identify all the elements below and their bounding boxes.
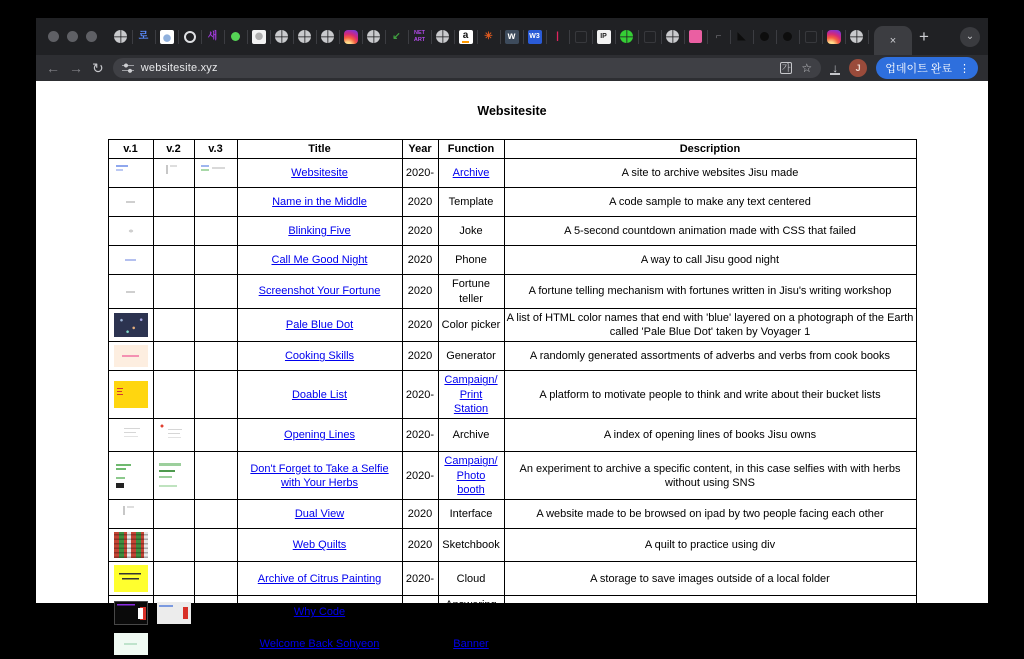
korean-purple-site-icon: 새 bbox=[207, 30, 218, 42]
dim-site-icon bbox=[644, 31, 656, 43]
cloud-doc-icon[interactable] bbox=[247, 25, 270, 49]
ring-icon[interactable] bbox=[178, 25, 201, 49]
table-body bbox=[108, 159, 916, 659]
black-dot-icon[interactable] bbox=[753, 25, 776, 49]
function-text: Fortune teller bbox=[452, 278, 490, 305]
description-cell: A site to archive websites Jisu made bbox=[504, 159, 916, 188]
web-page bbox=[36, 81, 988, 650]
w3c-icon[interactable] bbox=[523, 25, 546, 49]
function-text: Answering machine bbox=[445, 599, 497, 626]
year-cell: 2020- bbox=[402, 562, 438, 596]
thumb-cell-v1 bbox=[108, 529, 153, 562]
instagram-icon[interactable] bbox=[822, 25, 845, 49]
function-cell bbox=[438, 188, 504, 217]
menu-kebab-icon[interactable]: ⋮ bbox=[959, 62, 969, 75]
title-cell bbox=[237, 500, 402, 529]
traffic-lights bbox=[48, 31, 97, 42]
thumbnail-gray-doc[interactable] bbox=[157, 602, 191, 624]
thumb-cell-v2 bbox=[153, 188, 194, 217]
description-cell: A platform to motivate people to think and write about their bucket lists bbox=[504, 371, 916, 419]
year-cell: 2020 bbox=[402, 500, 438, 529]
description-cell: A code sample to make any text centered bbox=[504, 188, 916, 217]
title-cell bbox=[237, 452, 402, 500]
title-link[interactable]: Don't Forget to Take a Selfie with Your Herbs bbox=[250, 462, 389, 489]
site-settings-icon[interactable] bbox=[122, 62, 134, 74]
title-cell bbox=[237, 629, 402, 658]
thumb-cell-v2 bbox=[153, 500, 194, 529]
tab-search-button[interactable] bbox=[960, 27, 980, 47]
profile-avatar[interactable]: J bbox=[849, 59, 867, 77]
thumb-cell-v3 bbox=[194, 371, 237, 419]
translate-icon[interactable]: 가 bbox=[781, 63, 791, 73]
function-cell bbox=[438, 342, 504, 371]
table-row bbox=[108, 308, 916, 342]
table-row bbox=[108, 188, 916, 217]
title-link[interactable]: Name in the Middle bbox=[272, 196, 367, 209]
table-row bbox=[108, 629, 916, 658]
thumbnail-navy-space[interactable] bbox=[114, 313, 148, 337]
green-arrow-icon: ↙ bbox=[392, 30, 401, 42]
globe-icon[interactable] bbox=[293, 25, 316, 49]
title-link[interactable]: Pale Blue Dot bbox=[285, 319, 354, 332]
description-cell: A way to call Jisu good night bbox=[504, 246, 916, 275]
zoom-window-button[interactable] bbox=[86, 31, 97, 42]
table-row bbox=[108, 500, 916, 529]
browser-window bbox=[36, 18, 988, 650]
bookmark-star-icon[interactable]: ☆ bbox=[801, 61, 813, 75]
title-cell bbox=[237, 371, 402, 419]
function-link[interactable]: Archive bbox=[452, 167, 490, 180]
thumb-cell-v1 bbox=[108, 596, 153, 630]
url-text[interactable]: websitesite.xyz bbox=[140, 62, 218, 74]
address-bar[interactable] bbox=[113, 58, 821, 78]
function-text: Template bbox=[448, 196, 494, 209]
close-tab-icon[interactable]: × bbox=[889, 34, 897, 47]
thumb-cell-v2 bbox=[153, 371, 194, 419]
thumb-cell-v2 bbox=[153, 529, 194, 562]
thumb-cell-v3 bbox=[194, 419, 237, 452]
year-cell: 2020 bbox=[402, 246, 438, 275]
thumbnail-sketch-gray[interactable] bbox=[114, 503, 148, 525]
ip-site-icon[interactable] bbox=[592, 25, 615, 49]
thumbnail-yellow-note[interactable] bbox=[114, 565, 148, 592]
instagram-icon bbox=[344, 30, 358, 44]
dim-site-icon bbox=[575, 31, 587, 43]
globe-icon bbox=[367, 30, 380, 43]
green-dot-icon bbox=[231, 32, 240, 41]
year-cell: 2020- bbox=[402, 452, 438, 500]
globe-icon[interactable] bbox=[270, 25, 293, 49]
black-shape-icon[interactable] bbox=[730, 25, 753, 49]
year-cell: 2020 bbox=[402, 188, 438, 217]
image-site-icon[interactable] bbox=[155, 25, 178, 49]
minimize-window-button[interactable] bbox=[67, 31, 78, 42]
table-row bbox=[108, 452, 916, 500]
globe-icon[interactable] bbox=[362, 25, 385, 49]
globe-icon bbox=[298, 30, 311, 43]
function-cell bbox=[438, 371, 504, 419]
thumb-cell-v1 bbox=[108, 246, 153, 275]
thumbnail-mint-banner[interactable] bbox=[114, 633, 148, 655]
function-text: Color picker bbox=[441, 319, 501, 332]
description-cell: An experiment to archive a specific content, in this case selfies with with herbs without using SNS bbox=[504, 452, 916, 500]
thumb-cell-v3 bbox=[194, 308, 237, 342]
thumb-cell-v2 bbox=[153, 562, 194, 596]
function-text: Phone bbox=[455, 254, 487, 267]
table-row bbox=[108, 419, 916, 452]
new-tab-button[interactable]: + bbox=[919, 26, 929, 46]
update-label: 업데이트 완료 bbox=[885, 63, 952, 75]
title-cell bbox=[237, 342, 402, 371]
globe-icon bbox=[436, 30, 449, 43]
year-cell: 2021 bbox=[402, 629, 438, 658]
thumbnail-gold-notes[interactable] bbox=[114, 381, 148, 408]
projects-table bbox=[108, 139, 917, 659]
thumbnail-paper-lines[interactable] bbox=[114, 422, 148, 448]
globe-icon bbox=[114, 30, 127, 43]
function-cell bbox=[438, 529, 504, 562]
year-cell: 2020- bbox=[402, 371, 438, 419]
title-cell bbox=[237, 188, 402, 217]
back-button[interactable]: ← bbox=[46, 60, 60, 76]
table-row bbox=[108, 371, 916, 419]
green-dot-icon[interactable] bbox=[224, 25, 247, 49]
title-cell bbox=[237, 159, 402, 188]
table-row bbox=[108, 562, 916, 596]
thumbnail-black-terminal[interactable] bbox=[114, 601, 148, 625]
description-cell: A website made to be browsed on ipad by two people facing each other bbox=[504, 500, 916, 529]
thumbnail-tiny-dash[interactable] bbox=[114, 191, 148, 213]
thumbnail-herbs-card[interactable] bbox=[114, 461, 148, 491]
year-cell: 2020 bbox=[402, 342, 438, 371]
function-cell bbox=[438, 562, 504, 596]
thumb-cell-v3 bbox=[194, 629, 237, 658]
year-cell: 2020 bbox=[402, 217, 438, 246]
orange-mark-icon[interactable] bbox=[477, 25, 500, 49]
orange-mark-icon: ✳ bbox=[484, 30, 493, 42]
description-cell: A randomly generated assortments of adverbs and verbs from cook books bbox=[504, 342, 916, 371]
header-year: Year bbox=[402, 140, 438, 159]
gray-arrow-icon: ⌐ bbox=[715, 30, 722, 42]
globe-icon bbox=[850, 30, 863, 43]
red-bar-icon[interactable] bbox=[546, 25, 569, 49]
thumb-cell-v3 bbox=[194, 159, 237, 188]
thumbnail-tiny-dash-blue[interactable] bbox=[114, 249, 148, 271]
thumb-cell-v3 bbox=[194, 188, 237, 217]
function-cell bbox=[438, 308, 504, 342]
function-cell bbox=[438, 217, 504, 246]
active-tab[interactable] bbox=[874, 26, 912, 55]
title-link[interactable]: Screenshot Your Fortune bbox=[258, 285, 381, 298]
update-complete-button[interactable] bbox=[876, 57, 978, 79]
header-v1: v.1 bbox=[108, 140, 153, 159]
close-window-button[interactable] bbox=[48, 31, 59, 42]
thumb-cell-v1 bbox=[108, 217, 153, 246]
gray-arrow-icon[interactable] bbox=[707, 25, 730, 49]
title-cell bbox=[237, 596, 402, 630]
function-link[interactable]: Campaign/ Photo booth bbox=[444, 455, 498, 496]
title-cell bbox=[237, 529, 402, 562]
thumbnail-tiny-dash[interactable] bbox=[114, 281, 148, 303]
download-icon[interactable]: ↓ bbox=[832, 60, 839, 75]
korean-blue-site-icon[interactable] bbox=[132, 25, 155, 49]
thumb-cell-v2 bbox=[153, 246, 194, 275]
function-text: Joke bbox=[459, 225, 483, 238]
thumb-cell-v3 bbox=[194, 217, 237, 246]
function-cell bbox=[438, 419, 504, 452]
pink-square-icon[interactable] bbox=[684, 25, 707, 49]
year-cell: 2020- bbox=[402, 419, 438, 452]
thumbnail-sketch-gray[interactable] bbox=[157, 162, 191, 184]
thumb-cell-v3 bbox=[194, 500, 237, 529]
header-title: Title bbox=[237, 140, 402, 159]
title-cell bbox=[237, 246, 402, 275]
chevron-down-icon: ⌄ bbox=[965, 31, 975, 42]
title-link[interactable]: Web Quilts bbox=[292, 539, 347, 552]
header-v3: v.3 bbox=[194, 140, 237, 159]
instagram-icon[interactable] bbox=[339, 25, 362, 49]
description-cell: A quilt to practice using div bbox=[504, 529, 916, 562]
toolbar bbox=[36, 55, 988, 81]
net-art-icon: NET ART bbox=[413, 30, 426, 43]
title-link[interactable]: Archive of Citrus Painting bbox=[257, 572, 382, 585]
title-cell bbox=[237, 308, 402, 342]
thumb-cell-v2 bbox=[153, 452, 194, 500]
function-cell bbox=[438, 246, 504, 275]
table-row bbox=[108, 246, 916, 275]
thumbnail-tiny-dot[interactable] bbox=[114, 220, 148, 242]
page-title: Websitesite bbox=[477, 104, 547, 118]
globe-icon bbox=[666, 30, 679, 43]
table-row bbox=[108, 217, 916, 246]
function-cell bbox=[438, 159, 504, 188]
table-row bbox=[108, 596, 916, 630]
thumb-cell-v3 bbox=[194, 452, 237, 500]
function-cell bbox=[438, 596, 504, 630]
ip-site-icon: IP bbox=[597, 30, 611, 44]
green-globe-icon[interactable] bbox=[615, 25, 638, 49]
title-link[interactable]: Welcome Back Sohyeon bbox=[259, 637, 380, 650]
globe-icon bbox=[321, 30, 334, 43]
description-cell: An answering machine to a repetitive question, 'Why did you learn to code?' bbox=[504, 596, 916, 630]
w-site-icon: w bbox=[505, 30, 519, 44]
dim-site-icon[interactable] bbox=[638, 25, 661, 49]
description-cell: A storage to save images outside of a local folder bbox=[504, 562, 916, 596]
thumb-cell-v1 bbox=[108, 188, 153, 217]
green-globe-icon bbox=[620, 30, 633, 43]
function-text: Archive bbox=[452, 429, 490, 442]
thumb-cell-v2 bbox=[153, 629, 194, 658]
function-cell bbox=[438, 500, 504, 529]
thumbnail-paper-lines-red[interactable] bbox=[157, 422, 191, 448]
function-link[interactable]: Banner bbox=[453, 637, 489, 650]
header-v2: v.2 bbox=[153, 140, 194, 159]
title-cell bbox=[237, 275, 402, 309]
thumb-cell-v1 bbox=[108, 308, 153, 342]
instagram-icon bbox=[827, 30, 841, 44]
thumb-cell-v2 bbox=[153, 308, 194, 342]
amazon-icon[interactable] bbox=[454, 25, 477, 49]
function-link[interactable]: Campaign/ Print Station bbox=[444, 374, 498, 416]
description-cell: A banner to welcome Sohyeon whenever she visits Seoul bbox=[504, 629, 916, 658]
year-cell: 2020 bbox=[402, 308, 438, 342]
image-site-icon bbox=[160, 30, 174, 44]
thumb-cell-v3 bbox=[194, 246, 237, 275]
pink-square-icon bbox=[689, 30, 702, 43]
thumb-cell-v2 bbox=[153, 596, 194, 630]
thumbnail-quilt-pattern[interactable] bbox=[114, 532, 148, 558]
title-link[interactable]: Blinking Five bbox=[288, 225, 351, 238]
year-cell: 2020- bbox=[402, 159, 438, 188]
title-link[interactable]: Cooking Skills bbox=[284, 350, 355, 363]
function-text: Cloud bbox=[456, 572, 486, 585]
thumb-cell-v1 bbox=[108, 419, 153, 452]
title-link[interactable]: Dual View bbox=[294, 508, 345, 521]
korean-blue-site-icon: 로 bbox=[138, 30, 149, 42]
globe-icon[interactable] bbox=[316, 25, 339, 49]
title-cell bbox=[237, 562, 402, 596]
korean-purple-site-icon[interactable] bbox=[201, 25, 224, 49]
description-cell: A fortune telling mechanism with fortunes written in Jisu's writing workshop bbox=[504, 275, 916, 309]
black-dot-icon bbox=[760, 32, 769, 41]
thumb-cell-v1 bbox=[108, 371, 153, 419]
thumb-cell-v2 bbox=[153, 419, 194, 452]
thumb-cell-v1 bbox=[108, 562, 153, 596]
thumb-cell-v2 bbox=[153, 275, 194, 309]
globe-icon[interactable] bbox=[845, 25, 868, 49]
function-cell bbox=[438, 275, 504, 309]
thumb-cell-v1 bbox=[108, 452, 153, 500]
globe-icon[interactable] bbox=[431, 25, 454, 49]
function-cell bbox=[438, 629, 504, 658]
title-link[interactable]: Opening Lines bbox=[284, 429, 355, 442]
thumb-cell-v3 bbox=[194, 562, 237, 596]
dim-site-icon[interactable] bbox=[569, 25, 592, 49]
title-link[interactable]: Call Me Good Night bbox=[271, 254, 368, 267]
thumb-cell-v3 bbox=[194, 529, 237, 562]
thumb-cell-v2 bbox=[153, 342, 194, 371]
black-dot-icon[interactable] bbox=[776, 25, 799, 49]
thumb-cell-v2 bbox=[153, 217, 194, 246]
globe-icon[interactable] bbox=[109, 25, 132, 49]
table-row bbox=[108, 275, 916, 309]
thumbnail-herbs-text[interactable] bbox=[157, 461, 191, 491]
year-cell: 2022 bbox=[402, 596, 438, 630]
header-function: Function bbox=[438, 140, 504, 159]
thumb-cell-v3 bbox=[194, 275, 237, 309]
dim-site-icon[interactable] bbox=[799, 25, 822, 49]
thumb-cell-v1 bbox=[108, 159, 153, 188]
thumb-cell-v2 bbox=[153, 159, 194, 188]
header-description: Description bbox=[504, 140, 916, 159]
reload-button[interactable]: ↻ bbox=[92, 60, 104, 76]
amazon-icon: a bbox=[459, 30, 473, 44]
globe-icon bbox=[275, 30, 288, 43]
pinned-tabs bbox=[109, 18, 868, 55]
black-dot-icon bbox=[783, 32, 792, 41]
function-text: Interface bbox=[449, 508, 493, 521]
thumb-cell-v1 bbox=[108, 342, 153, 371]
title-link[interactable]: Why Code bbox=[293, 606, 346, 619]
function-text: Generator bbox=[446, 350, 496, 363]
year-cell: 2020 bbox=[402, 275, 438, 309]
thumb-cell-v3 bbox=[194, 596, 237, 630]
description-cell: A 5-second countdown animation made with CSS that failed bbox=[504, 217, 916, 246]
table-row bbox=[108, 529, 916, 562]
title-cell bbox=[237, 217, 402, 246]
title-link[interactable]: Websitesite bbox=[291, 167, 348, 180]
thumb-cell-v1 bbox=[108, 500, 153, 529]
thumb-cell-v3 bbox=[194, 342, 237, 371]
thumb-cell-v1 bbox=[108, 275, 153, 309]
black-shape-icon: ◣ bbox=[737, 30, 746, 42]
dim-site-icon bbox=[805, 31, 817, 43]
table-row bbox=[108, 342, 916, 371]
ring-icon bbox=[184, 31, 196, 43]
red-bar-icon: | bbox=[556, 30, 559, 42]
green-arrow-icon[interactable] bbox=[385, 25, 408, 49]
tab-strip bbox=[36, 18, 988, 55]
function-text: Sketchbook bbox=[442, 539, 500, 552]
thumbnail-sketch-blue[interactable] bbox=[114, 162, 148, 184]
description-cell: A index of opening lines of books Jisu owns bbox=[504, 419, 916, 452]
net-art-icon[interactable] bbox=[408, 25, 431, 49]
cloud-doc-icon bbox=[252, 30, 266, 44]
function-cell bbox=[438, 452, 504, 500]
w-site-icon[interactable] bbox=[500, 25, 523, 49]
table-row bbox=[108, 159, 916, 188]
table-header-row bbox=[108, 140, 916, 159]
title-cell bbox=[237, 419, 402, 452]
thumbnail-peach-text[interactable] bbox=[114, 345, 148, 367]
globe-icon[interactable] bbox=[661, 25, 684, 49]
year-cell: 2020 bbox=[402, 529, 438, 562]
title-link[interactable]: Doable List bbox=[291, 388, 348, 401]
w3c-icon: W3 bbox=[528, 30, 542, 44]
thumbnail-sketch-multi[interactable] bbox=[199, 162, 233, 184]
thumb-cell-v1 bbox=[108, 629, 153, 658]
forward-button[interactable]: → bbox=[69, 60, 83, 76]
description-cell: A list of HTML color names that end with 'blue' layered on a photograph of the Earth called 'Pale Blue Dot' taken by Voyager 1 bbox=[504, 308, 916, 342]
